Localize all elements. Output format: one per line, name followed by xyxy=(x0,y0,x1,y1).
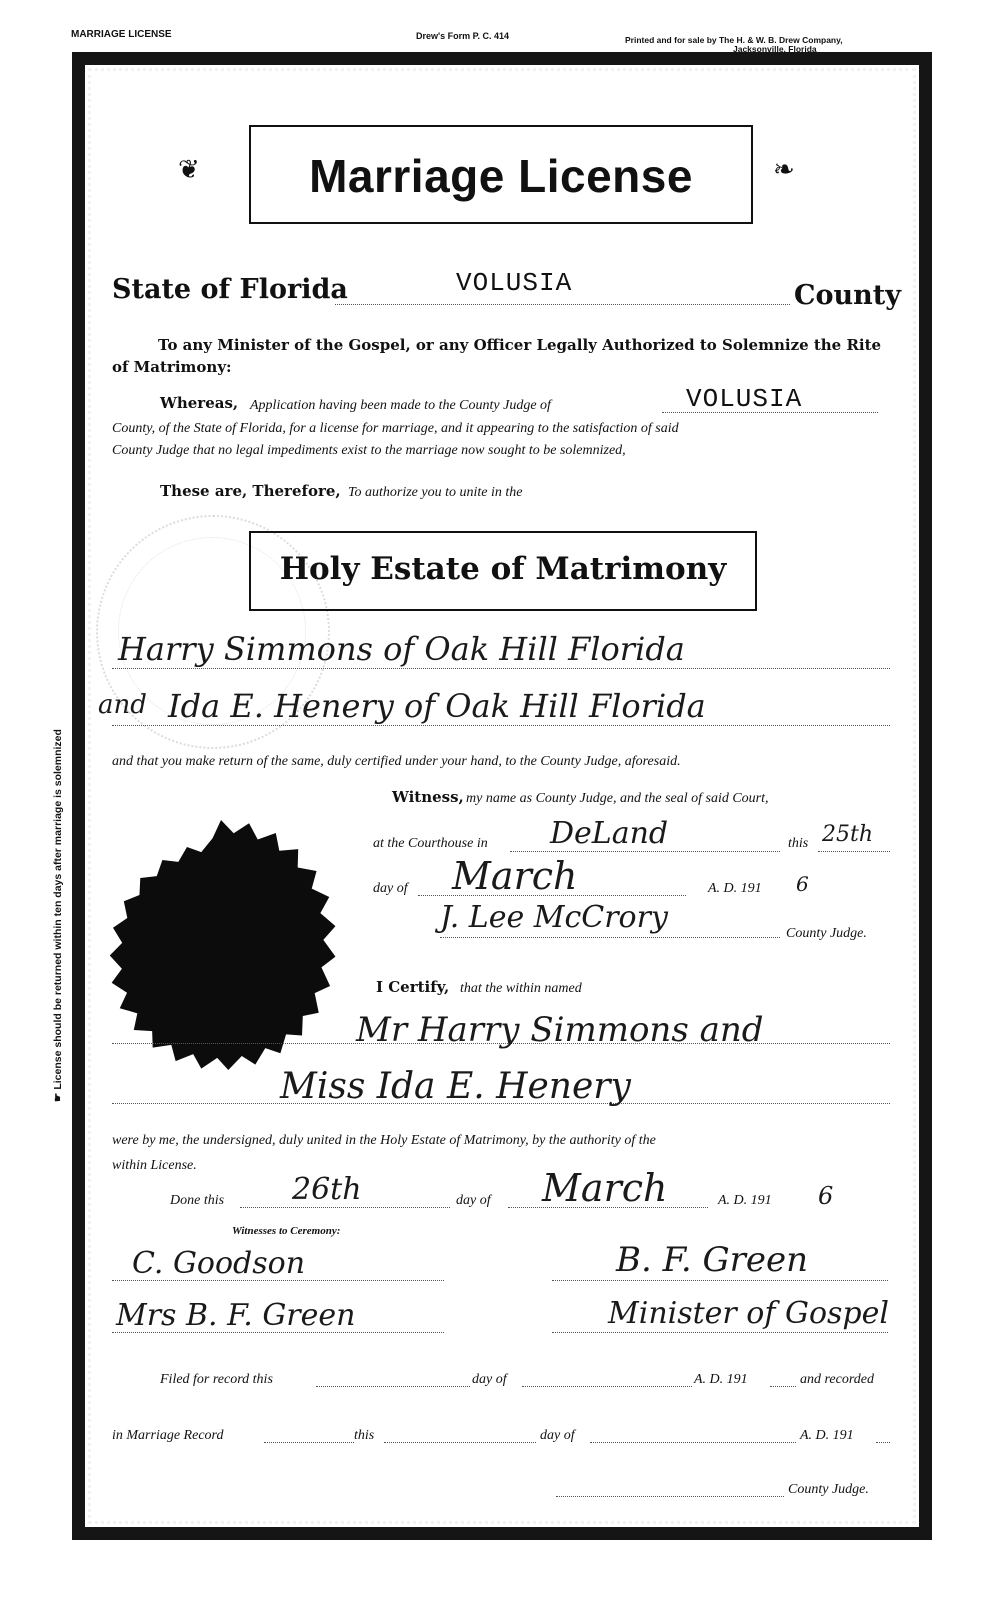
whereas-text2: County, of the State of Florida, for a license for marriage, and it appearing to the satisfaction of said xyxy=(112,421,679,436)
party2-line xyxy=(112,725,890,726)
ad-label: A. D. 191 xyxy=(708,881,762,896)
witness-text: my name as County Judge, and the seal of said Court, xyxy=(466,791,769,806)
judge-signature-line xyxy=(440,937,780,938)
whereas-text1: Application having been made to the County Judge of xyxy=(250,398,551,413)
done-ad-label: A. D. 191 xyxy=(718,1193,772,1208)
certify-lead: I Certify, xyxy=(376,978,450,996)
left-flourish-icon: ❦ xyxy=(178,155,200,184)
party2-handwritten: Ida E. Henery of Oak Hill Florida xyxy=(168,687,706,725)
witness2-signature: Mrs B. F. Green xyxy=(116,1298,356,1333)
certify-name1: Mr Harry Simmons and xyxy=(356,1010,764,1050)
right-flourish-icon: ❧ xyxy=(773,155,795,184)
printer-line2: Jacksonville, Florida xyxy=(733,44,817,54)
record-label: in Marriage Record xyxy=(112,1428,224,1443)
filed-ad-label: A. D. 191 xyxy=(694,1372,748,1387)
officiant-line xyxy=(552,1280,888,1281)
officiant-title: Minister of Gospel xyxy=(608,1296,889,1331)
done-year-digit: 6 xyxy=(818,1182,834,1210)
certify-text3: within License. xyxy=(112,1158,197,1173)
judge-signature: J. Lee McCrory xyxy=(440,900,668,935)
record-book-line xyxy=(264,1442,354,1443)
witness1-signature: C. Goodson xyxy=(132,1246,306,1281)
done-day-of-label: day of xyxy=(456,1193,491,1208)
party2-prefix: and xyxy=(98,690,147,720)
printer-line1: Printed and for sale by The H. & W. B. Drew Company, xyxy=(625,35,843,45)
county-label: County xyxy=(794,280,901,311)
certify-text2: were by me, the undersigned, duly united in the Holy Estate of Matrimony, by the authority of the xyxy=(112,1133,656,1148)
page-title: Marriage License xyxy=(309,150,693,202)
address-line1: To any Minister of the Gospel, or any Officer Legally Authorized to Solemnize the Rite xyxy=(158,336,882,354)
holy-estate-title: Holy Estate of Matrimony xyxy=(279,551,727,587)
state-label: State of Florida xyxy=(112,274,348,305)
done-day-value: 26th xyxy=(292,1172,362,1207)
county-judge-line xyxy=(556,1496,784,1497)
county-value: VOLUSIA xyxy=(456,268,573,298)
witnesses-label: Witnesses to Ceremony: xyxy=(232,1225,341,1237)
whereas-lead: Whereas, xyxy=(160,394,239,412)
county-line xyxy=(335,304,790,305)
record-day-of-label: day of xyxy=(540,1428,575,1443)
whereas-text3: County Judge that no legal impediments exist to the marriage now sought to be solemnized, xyxy=(112,443,626,458)
party1-handwritten: Harry Simmons of Oak Hill Florida xyxy=(118,630,685,668)
year-digit: 6 xyxy=(796,872,809,896)
these-are-text: To authorize you to unite in the xyxy=(348,485,523,500)
month-value: March xyxy=(452,854,578,898)
whereas-county-value: VOLUSIA xyxy=(686,384,803,414)
filed-month-line xyxy=(522,1386,692,1387)
certify-name2: Miss Ida E. Henery xyxy=(280,1066,631,1107)
return-text: and that you make return of the same, duly certified under your hand, to the County Judge, aforesaid. xyxy=(112,754,681,769)
filed-label: Filed for record this xyxy=(160,1372,273,1387)
courthouse-value: DeLand xyxy=(550,816,669,851)
record-day-line xyxy=(384,1442,536,1443)
record-month-line xyxy=(590,1442,796,1443)
these-are-lead: These are, Therefore, xyxy=(160,482,341,500)
done-label: Done this xyxy=(170,1193,225,1208)
filed-day-of-label: day of xyxy=(472,1372,507,1387)
certify-text: that the within named xyxy=(460,981,582,996)
courthouse-line xyxy=(510,851,780,852)
record-ad-label: A. D. 191 xyxy=(800,1428,854,1443)
filed-year-line xyxy=(770,1386,796,1387)
form-header-left: MARRIAGE LICENSE xyxy=(71,29,172,40)
done-month-value: March xyxy=(542,1166,668,1210)
address-line2: of Matrimony: xyxy=(112,358,232,376)
day-of-label: day of xyxy=(373,881,408,896)
side-note: ☛ License should be returned within ten days after marriage is solemnized xyxy=(52,729,64,1102)
holy-estate-box xyxy=(249,531,757,611)
courthouse-label: at the Courthouse in xyxy=(373,836,488,851)
form-number: Drew's Form P. C. 414 xyxy=(416,31,510,41)
this-value: 25th xyxy=(822,822,874,847)
done-day-line xyxy=(240,1207,450,1208)
title-box xyxy=(249,125,753,224)
filed-judge-label: County Judge. xyxy=(788,1482,869,1497)
witness-lead: Witness, xyxy=(392,788,464,806)
record-year-line xyxy=(876,1442,890,1443)
filed-day-line xyxy=(316,1386,470,1387)
judge-label: County Judge. xyxy=(786,926,867,941)
officiant-title-line xyxy=(552,1332,888,1333)
officiant-signature: B. F. Green xyxy=(616,1240,809,1280)
this-line xyxy=(818,851,890,852)
record-this-label: this xyxy=(354,1428,375,1443)
party1-line xyxy=(112,668,890,669)
this-label: this xyxy=(788,836,809,851)
recorded-label: and recorded xyxy=(800,1372,874,1387)
